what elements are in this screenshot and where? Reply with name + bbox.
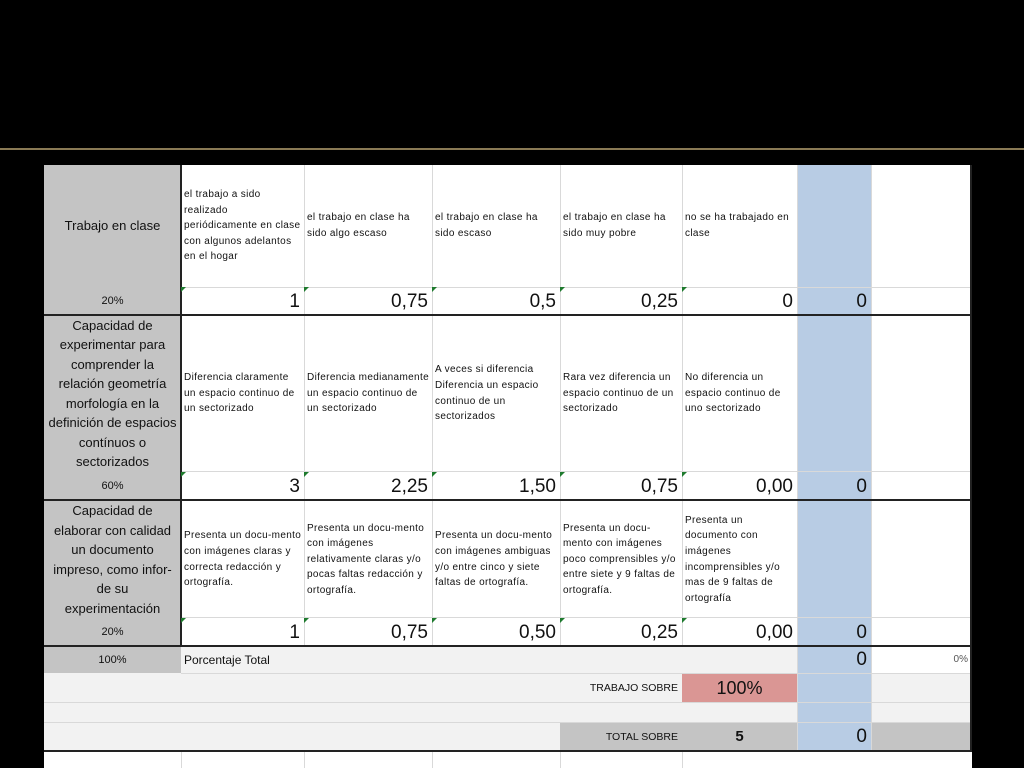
comment-marker-icon xyxy=(560,472,565,477)
criterion-capacidad-experimentar: Capacidad de experimentar para comprender la relación geometría morfología en la definición de espacios contínuos o sectorizados xyxy=(48,317,177,469)
weight-row-3: 20% xyxy=(101,626,124,638)
result-cell-row-2[interactable]: 0 xyxy=(856,476,867,497)
result-cell-row-3[interactable]: 0 xyxy=(856,622,867,643)
descriptor-cell: Rara vez diferencia un espacio continuo de un sectorizado xyxy=(563,372,674,415)
total-percent: 0% xyxy=(953,654,968,665)
comment-marker-icon xyxy=(304,287,309,292)
weight-row-2: 60% xyxy=(101,480,124,492)
score-cell[interactable]: 0,5 xyxy=(432,287,560,315)
comment-marker-icon xyxy=(560,287,565,292)
porcentaje-total-label: Porcentaje Total xyxy=(184,652,270,667)
score-cell[interactable]: 3 xyxy=(181,472,304,500)
total-sobre-result[interactable]: 0 xyxy=(856,725,867,747)
descriptor-cell: No diferencia un espacio continuo de uno sectorizado xyxy=(685,372,781,415)
comment-marker-icon xyxy=(304,472,309,477)
slide-divider-line xyxy=(0,148,1024,150)
total-sobre-label: TOTAL SOBRE xyxy=(605,730,678,743)
score-cell[interactable]: 1 xyxy=(181,618,304,646)
score-cell[interactable]: 0,75 xyxy=(304,287,432,315)
descriptor-cell: Presenta un docu-mento con imágenes poco comprensibles y/o entre siete y 9 faltas de ortografía. xyxy=(563,522,676,596)
descriptor-cell: el trabajo en clase ha sido algo escaso xyxy=(307,212,410,239)
comment-marker-icon xyxy=(682,287,687,292)
trabajo-sobre-label: TRABAJO SOBRE xyxy=(589,682,678,694)
descriptor-cell: Diferencia claramente un espacio continuo de un sectorizado xyxy=(184,372,295,415)
descriptor-cell: A veces si diferencia Diferencia un espacio continuo de un sectorizados xyxy=(435,364,539,423)
total-result[interactable]: 0 xyxy=(856,648,867,670)
descriptor-cell: Diferencia medianamente un espacio continuo de un sectorizado xyxy=(307,372,429,415)
descriptor-cell: el trabajo a sido realizado periódicamente en clase con algunos adelantos en el hogar xyxy=(184,189,301,263)
score-cell[interactable]: 0,25 xyxy=(560,618,682,646)
score-cell[interactable]: 1,50 xyxy=(432,472,560,500)
descriptor-cell: Presenta un docu-mento con imágenes ambiguas y/o entre cinco y siete faltas de ortografía. xyxy=(435,530,553,589)
comment-marker-icon xyxy=(304,618,309,623)
comment-marker-icon xyxy=(181,287,186,292)
descriptor-cell: el trabajo en clase ha sido escaso xyxy=(435,212,538,239)
score-cell[interactable]: 0,75 xyxy=(304,618,432,646)
score-cell[interactable]: 0,25 xyxy=(560,287,682,315)
descriptor-cell: no se ha trabajado en clase xyxy=(685,212,790,239)
score-cell[interactable]: 1 xyxy=(181,287,304,315)
comment-marker-icon xyxy=(432,618,437,623)
comment-marker-icon xyxy=(432,287,437,292)
score-cell[interactable]: 0,00 xyxy=(682,618,797,646)
comment-marker-icon xyxy=(432,472,437,477)
total-sobre-value[interactable]: 5 xyxy=(735,728,744,745)
trabajo-sobre-value[interactable]: 100% xyxy=(716,677,763,698)
criterion-capacidad-documento: Capacidad de elaborar con calidad un documento impreso, como infor-de su experimentación xyxy=(53,503,172,616)
total-sobre-end-bg xyxy=(871,722,972,751)
score-cell[interactable]: 0,75 xyxy=(560,472,682,500)
result-cell-row-1[interactable]: 0 xyxy=(856,291,867,312)
score-cell[interactable]: 0,50 xyxy=(432,618,560,646)
comment-marker-icon xyxy=(560,618,565,623)
comment-marker-icon xyxy=(181,618,186,623)
score-cell[interactable]: 0 xyxy=(682,287,797,315)
weight-row-1: 20% xyxy=(101,295,124,307)
total-weight: 100% xyxy=(98,653,127,666)
descriptor-cell: Presenta un documento con imágenes incomprensibles y/o mas de 9 faltas de ortografía xyxy=(685,514,781,604)
comment-marker-icon xyxy=(181,472,186,477)
comment-marker-icon xyxy=(682,472,687,477)
score-cell[interactable]: 0,00 xyxy=(682,472,797,500)
descriptor-cell: Presenta un docu-mento con imágenes claras y correcta redacción y ortografía. xyxy=(184,530,302,589)
criterion-trabajo-en-clase: Trabajo en clase xyxy=(64,218,161,234)
descriptor-cell: Presenta un docu-mento con imágenes relativamente claras y/o pocas faltas redacción y ortografía. xyxy=(307,522,425,596)
rubric-spreadsheet xyxy=(44,165,972,768)
comment-marker-icon xyxy=(682,618,687,623)
descriptor-cell: el trabajo en clase ha sido muy pobre xyxy=(563,212,666,239)
score-cell[interactable]: 2,25 xyxy=(304,472,432,500)
